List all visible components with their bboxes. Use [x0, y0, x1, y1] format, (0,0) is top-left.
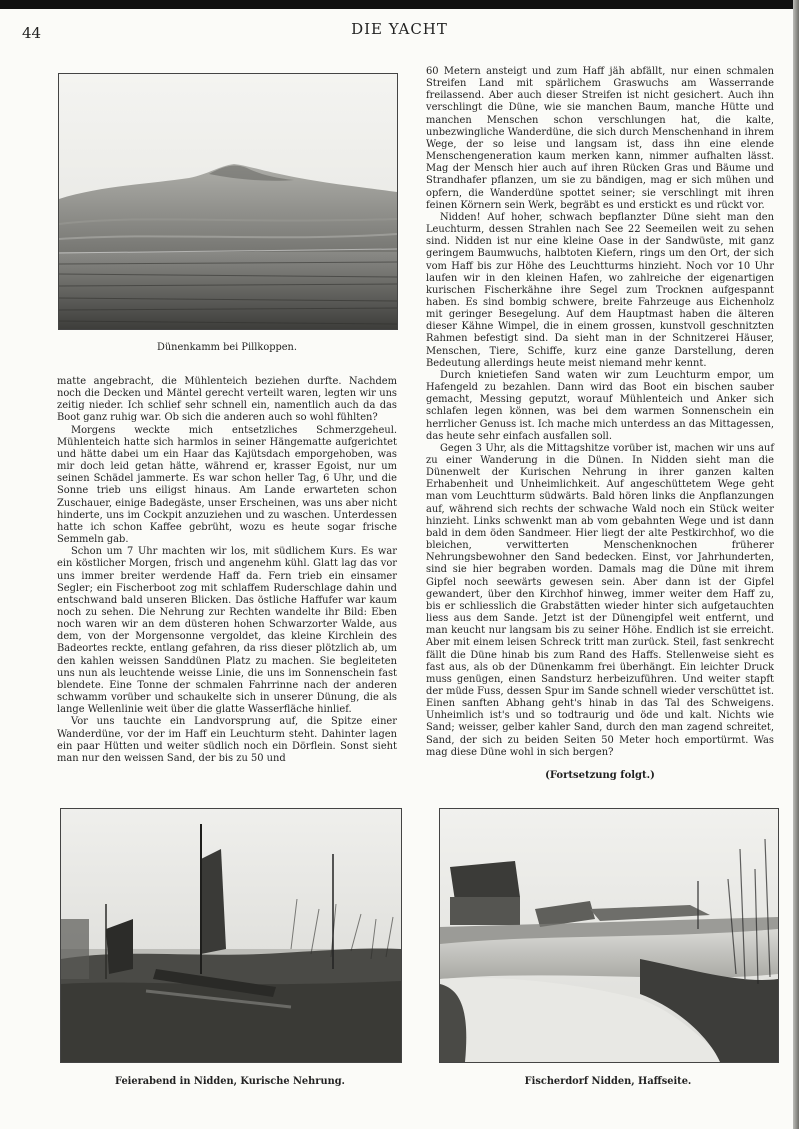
bottom-right-caption: Fischerdorf Nidden, Haffseite. [524, 1076, 692, 1087]
dune-photo-image [59, 74, 397, 329]
right-paragraph: 60 Metern ansteigt und zum Haff jäh abfällt, nur einen schmalen Streifen Land mit spärlichem Graswuchs am Wasserrande freilassend. Aber auch dieser Streifen ist nicht gesichert. Auch ihn verschlingt die Düne, wie sie manchen Baum, manche Hütte und manchen Menschen schon verschlungen hat, die kalte, unbezwingliche Wanderdüne, die sich durch Menschenhand in ihrem Wege, der so leise und langsam ist, dass ihn eine elende Menschengeneration kaum merken kann, nimmer aufhalten lässt. Mag der Mensch hier auch auf ihren Rücken Gras und Bäume und Strandhafer pflanzen, um sie zu bändigen, mag er sich mühen und opfern, die Wanderdüne spottet seiner; sie verschlingt mit ihren feinen Körnern sein Werk, begräbt es und erstickt es und rückt vor. [426, 66, 774, 211]
right-text-column [426, 66, 774, 759]
dune-photo [58, 73, 398, 330]
left-paragraph: Vor uns tauchte ein Landvorsprung auf, die Spitze einer Wanderdüne, vor der im Haff ein Leuchturm steht. Dahinter lagen ein paar Hütten und weiter südlich noch ein Dörflein. Sonst sieht man nur den weissen Sand, der bis zu 50 und [57, 716, 397, 764]
left-paragraph: Schon um 7 Uhr machten wir los, mit südlichem Kurs. Es war ein köstlicher Morgen, frisch und angenehm kühl. Glatt lag das vor uns immer breiter werdende Haff da. Fern trieb ein einsamer Segler; ein Fischerboot zog mit schlaffem Ruderschlage dahin und entschwand bald unseren Blicken. Das östliche Haffufer war kaum noch zu sehen. Die Nehrung zur Rechten wandelte ihr Bild: Eben noch waren wir an dem düsteren hohen Schwarzorter Walde, aus dem, von der Morgensonne vergoldet, das kleine Kirchlein des Badeortes reckte, entlang gefahren, da riss dieser plötzlich ab, um den kahlen weissen Sanddünen Platz zu machen. Sie begleiteten uns nun als leuchtende weisse Linie, die uns im Sonnenschein fast blendete. Eine Tonne der schmalen Fahrrinne nach der anderen schwamm vorüber und schaukelte sich in unserer Dünung, die als lange Wellenlinie weit über die glatte Wasserfläche hinlief. [57, 546, 397, 716]
village-photo-image [440, 809, 778, 1062]
right-paragraph: Durch knietiefen Sand waten wir zum Leuchturm empor, um Hafengeld zu bezahlen. Dann wird das Boot ein bischen sauber gemacht, Messing geputzt, worauf Mühlenteich und Anker sich schlafen legen können, was bei dem warmen Sonnenschein ein herrlicher Genuss ist. Ich mache mich unterdess an das Mittagessen, das heute sehr einfach ausfallen soll. [426, 369, 774, 442]
running-title: DIE YACHT [351, 20, 448, 38]
left-text-column [57, 376, 397, 765]
village-photo [439, 808, 779, 1063]
left-paragraph: matte angebracht, die Mühlenteich beziehen durfte. Nachdem noch die Decken und Mäntel gerecht verteilt waren, legten wir uns zeitig nieder. Ich schlief sehr schnell ein, namentlich auch da das Boot ganz ruhig war. Ob sich die anderen auch so wohl fühlten? [57, 376, 397, 424]
page-number: 44 [22, 24, 42, 42]
continuation-note: (Fortsetzung folgt.) [545, 770, 655, 781]
right-paragraph: Gegen 3 Uhr, als die Mittagshitze vorüber ist, machen wir uns auf zu einer Wanderung in die Dünen. In Nidden sieht man die Dünenwelt der Kurischen Nehrung in ihrer ganzen kalten Erhabenheit und Unheimlichkeit. Auf angeschüttetem Wege geht man vom Leuchtturm südwärts. Bald hören links die Anpflanzungen auf, während sich rechts der schwache Wald noch ein Stück weiter hinzieht. Links schwenkt man ab vom gebahnten Wege und ist dann bald in dem öden Sandmeer. Hier liegt der alte Pestkirchhof, wo die bleichen, verwitterten Menschenknochen früherer Nehrungsbewohner den Sand bedecken. Einst, vor Jahrhunderten, sind sie hier begraben worden. Damals mag die Düne mit ihrem Gipfel noch seewärts gewesen sein. Aber dann ist der Gipfel gewandert, über den Kirchhof hinweg, immer weiter dem Haff zu, bis er schliesslich die Grabstätten wieder hinter sich aufgetauchten liess aus dem Sande. Jetzt ist der Dünengipfel weit entfernt, und man keucht nur langsam bis zu seiner Höhe. Endlich ist sie erreicht. Aber mit einem leisen Schreck tritt man zurück. Steil, fast senkrecht fällt die Düne hinab bis zum Rand des Haffs. Stellenweise sieht es fast aus, als ob der Dünenkamm frei überhängt. Ein leichter Druck muss genügen, einen Sandsturz herbeizuführen. Und weiter stapft der müde Fuss, dessen Spur im Sande schnell wieder verschüttet ist. Einen sanften Abhang geht's hinab in das Tal des Schweigens. Unheimlich ist's und so todtraurig und öde und kalt. Nichts wie Sand; weisser, gelber kahler Sand, durch den man zagend schreitet, Sand, der sich zu beiden Seiten 50 Meter hoch emportürmt. Was mag diese Düne wohl in sich bergen? [426, 442, 774, 758]
right-paragraph: Nidden! Auf hoher, schwach bepflanzter Düne sieht man den Leuchturm, dessen Strahlen nach See 22 Seemeilen weit zu sehen sind. Nidden ist nur eine kleine Oase in der Sandwüste, mit ganz geringem Baumwuchs, halbtoten Kiefern, rings um den Ort, der sich vom Haff bis zur Höhe des Leuchtturms hinzieht. Noch vor 10 Uhr laufen wir in den kleinen Hafen, wo zahlreiche der eigenartigen kurischen Fischerkähne ihre Segel zum Trocknen aufgespannt haben. Es sind bombig schwere, breite Fahrzeuge aus Eichenholz mit geringer Besegelung. Auf dem Hauptmast haben die älteren dieser Kähne Wimpel, die in einem grossen, kunstvoll geschnitzten Rahmen befestigt sind. Da sieht man in der Schnitzerei Häuser, Menschen, Tiere, Schiffe, kurz eine ganze Darstellung, deren Bedeutung allerdings heute meist niemand mehr kennt. [426, 211, 774, 369]
bottom-left-caption: Feierabend in Nidden, Kurische Nehrung. [115, 1076, 345, 1087]
left-paragraph: Morgens weckte mich entsetzliches Schmerzgeheul. Mühlenteich hatte sich harmlos in seiner Hängematte aufgerichtet und hätte dabei um ein Haar das Kajütsdach emporgehoben, was mir doch leid getan hätte, während er, krasser Egoist, nur um seinen Schädel jammerte. Es war schon heller Tag, 6 Uhr, und die Sonne trieb uns eiligst hinaus. Am Lande erwarteten schon Zuschauer, einige Badegäste, unser Erscheinen, was uns aber nicht hinderte, uns im Cockpit anzuziehen und zu waschen. Unterdessen hatte ich schon Kaffee gebrüht, wozu es heute sogar frische Semmeln gab. [57, 424, 397, 546]
top-page-edge [0, 0, 799, 9]
boats-photo-image [61, 809, 401, 1062]
boats-photo [60, 808, 402, 1063]
right-page-edge [793, 0, 799, 1129]
top-photo-caption: Dünenkamm bei Pillkoppen. [157, 342, 297, 353]
